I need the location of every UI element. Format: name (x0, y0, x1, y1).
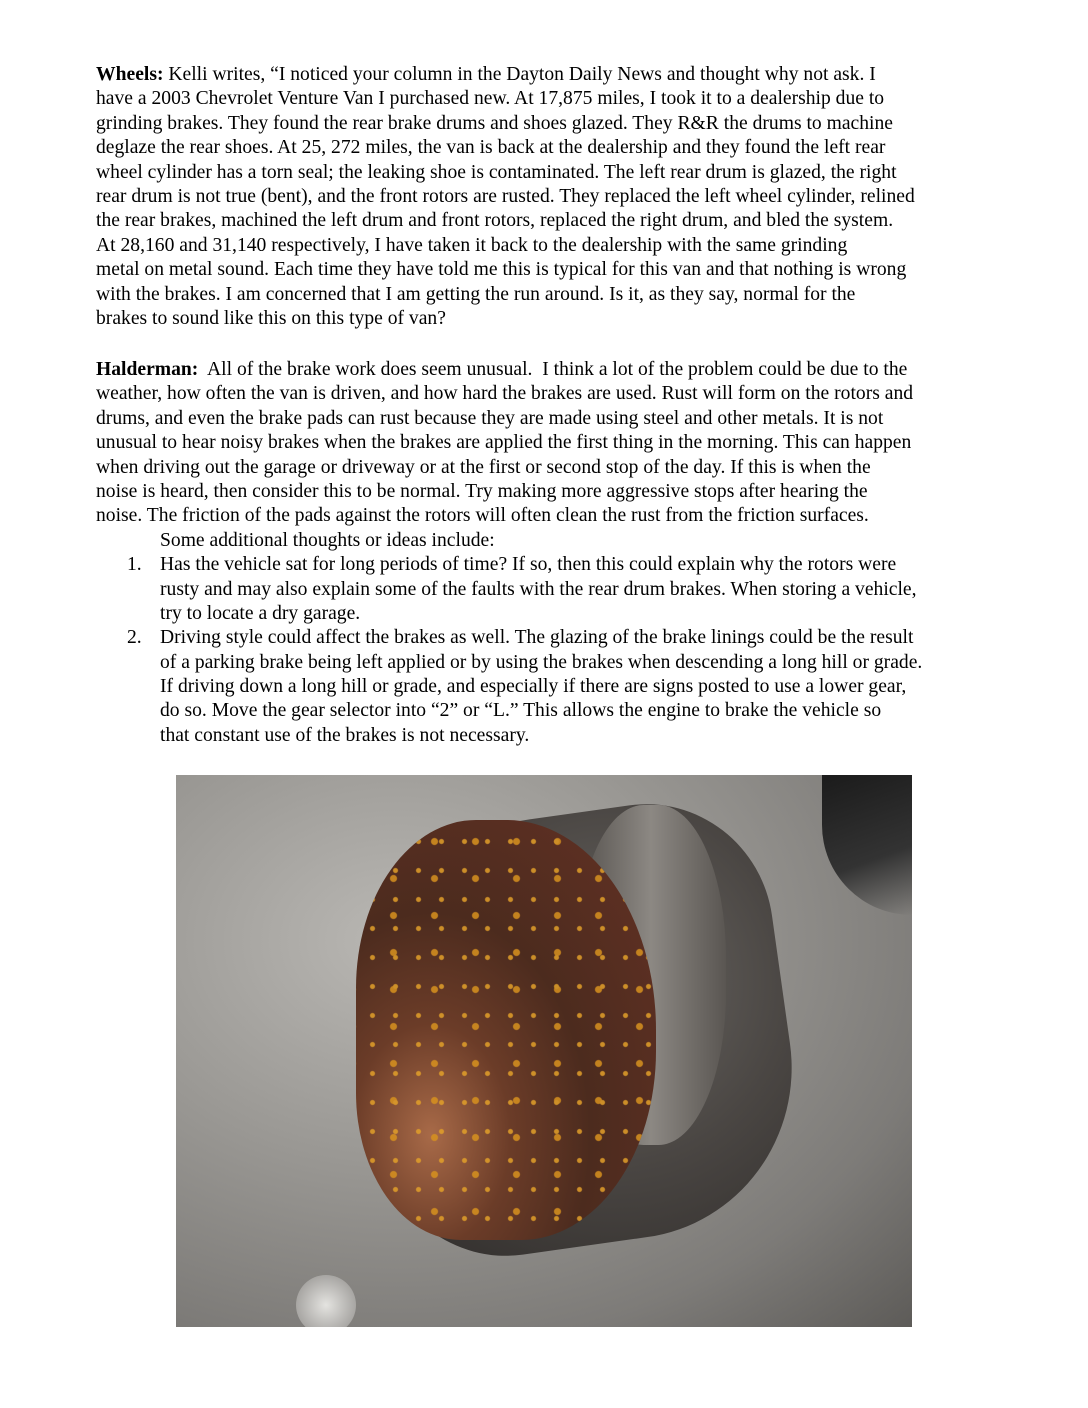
question-line: brakes to sound like this on this type of van? (96, 307, 446, 329)
question-line: deglaze the rear shoes. At 25, 272 miles, the van is back at the dealership and they found the left rear (96, 137, 886, 159)
text: Kelli writes, “I noticed your column in the Dayton Daily News and thought why not ask. I (163, 64, 876, 85)
question-line: grinding brakes. They found the rear brake drums and shoes glazed. They R&R the drums to machine (96, 112, 893, 134)
list-item (96, 553, 1016, 626)
answer-line: when driving out the garage or driveway or at the first or second stop of the day. If this is when the (96, 456, 871, 478)
rusted-rotor (356, 820, 656, 1240)
question-label: Wheels: (96, 64, 164, 85)
lug-nut (296, 1275, 356, 1327)
question-line: rear drum is not true (bent), and the front rotors are rusted. They replaced the left wheel cylinder, relined (96, 185, 915, 207)
answer-line: noise. The friction of the pads against the rotors will often clean the rust from the friction surfaces. (96, 505, 869, 527)
answer-label: Halderman: (96, 359, 199, 380)
question-paragraph (96, 63, 1016, 331)
question-line: wheel cylinder has a torn seal; the leaking shoe is contaminated. The left rear drum is glazed, the right (96, 161, 897, 183)
question-line: the rear brakes, machined the left drum and front rotors, replaced the right drum, and bled the system. (96, 210, 894, 232)
list-item-line: If driving down a long hill or grade, and especially if there are signs posted to use a lower gear, (160, 676, 907, 698)
rusted-brake-rotor-photo (176, 775, 912, 1327)
question-line: with the brakes. I am concerned that I am getting the run around. Is it, as they say, normal for the (96, 283, 856, 305)
answer-line: drums, and even the brake pads can rust because they are made using steel and other metals. It is not (96, 407, 884, 429)
list-item-line (96, 626, 1016, 650)
list-item-line: do so. Move the gear selector into “2” or “L.” This allows the engine to brake the vehicle so (160, 700, 882, 722)
answer-line (96, 358, 1016, 382)
list-item-line: try to locate a dry garage. (160, 602, 361, 624)
list-item-line (96, 553, 1016, 577)
list-item-line: of a parking brake being left applied or by using the brakes when descending a long hill or grade. (160, 651, 923, 673)
list-number: 2. (127, 627, 142, 649)
list-item (96, 626, 1016, 748)
list-item-line: that constant use of the brakes is not necessary. (160, 724, 530, 746)
text: Driving style could affect the brakes as well. The glazing of the brake linings could be the result (160, 627, 914, 649)
list-intro: Some additional thoughts or ideas include: (160, 529, 495, 551)
tire (822, 775, 912, 915)
text: Has the vehicle sat for long periods of time? If so, then this could explain why the rotors were (160, 554, 897, 576)
list-number: 1. (127, 554, 142, 576)
answer-line: unusual to hear noisy brakes when the brakes are applied the first thing in the morning. This can happen (96, 432, 912, 454)
question-line (96, 63, 1016, 87)
list-item-line: rusty and may also explain some of the faults with the rear drum brakes. When storing a vehicle, (160, 578, 917, 600)
question-line: At 28,160 and 31,140 respectively, I have taken it back to the dealership with the same grinding (96, 234, 848, 256)
answer-line: weather, how often the van is driven, and how hard the brakes are used. Rust will form on the rotors and (96, 383, 914, 405)
question-line: have a 2003 Chevrolet Venture Van I purchased new. At 17,875 miles, I took it to a dealership due to (96, 88, 885, 110)
question-line: metal on metal sound. Each time they have told me this is typical for this van and that nothing is wrong (96, 259, 907, 281)
answer-paragraph (96, 358, 1016, 748)
answer-line: noise is heard, then consider this to be normal. Try making more aggressive stops after hearing the (96, 480, 868, 502)
text: All of the brake work does seem unusual. I think a lot of the problem could be due to the (198, 359, 908, 380)
